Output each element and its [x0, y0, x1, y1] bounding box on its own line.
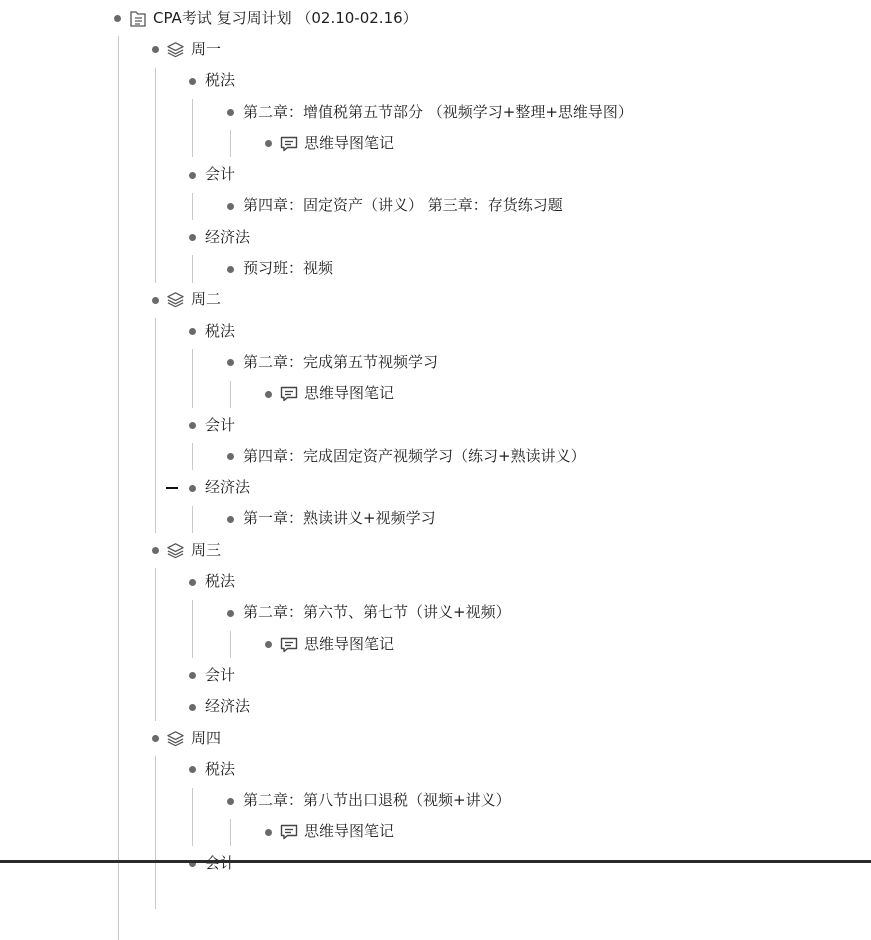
note-item-label: 思维导图笔记	[304, 384, 395, 403]
layers-icon	[166, 541, 184, 559]
bullet-dot[interactable]	[189, 422, 196, 429]
bullet-dot[interactable]	[152, 735, 159, 742]
indent-guide	[155, 568, 156, 721]
bullet-dot[interactable]	[189, 234, 196, 241]
subject-item-label: 税法	[205, 321, 236, 340]
comment-icon	[279, 822, 297, 840]
task-item[interactable]	[0, 504, 871, 535]
task-item[interactable]	[0, 253, 871, 284]
bullet-dot[interactable]	[189, 172, 196, 179]
bullet-dot[interactable]	[227, 610, 234, 617]
layers-icon	[166, 729, 184, 747]
collapse-toggle[interactable]	[166, 487, 178, 489]
subject-item-label: 经济法	[205, 227, 251, 246]
note-item[interactable]	[0, 817, 871, 848]
subject-item[interactable]	[0, 222, 871, 253]
note-item-label: 思维导图笔记	[304, 822, 395, 841]
indent-guide	[155, 68, 156, 283]
indent-guide	[230, 819, 231, 846]
bullet-dot[interactable]	[227, 109, 234, 116]
indent-guide	[155, 318, 156, 533]
outline-root[interactable]	[0, 3, 871, 34]
subject-item-label: 会计	[205, 415, 236, 434]
week-item-label: 周二	[191, 290, 222, 309]
bullet-dot[interactable]	[265, 140, 272, 147]
window-bottom-border	[0, 860, 871, 863]
subject-item[interactable]	[0, 848, 871, 879]
task-item[interactable]	[0, 347, 871, 378]
indent-guide	[118, 36, 119, 940]
bullet-dot[interactable]	[227, 203, 234, 210]
indent-guide	[192, 788, 193, 847]
comment-icon	[279, 134, 297, 152]
bullet-dot[interactable]	[189, 328, 196, 335]
task-item[interactable]	[0, 97, 871, 128]
subject-item-label: 会计	[205, 165, 236, 184]
task-item-label: 第二章：完成第五节视频学习	[243, 352, 439, 371]
subject-item[interactable]	[0, 473, 871, 504]
task-item[interactable]	[0, 598, 871, 629]
indent-guide	[192, 255, 193, 282]
task-item[interactable]	[0, 786, 871, 817]
subject-item[interactable]	[0, 160, 871, 191]
note-item-label: 思维导图笔记	[304, 634, 395, 653]
indent-guide	[192, 443, 193, 470]
subject-item-label: 税法	[205, 759, 236, 778]
indent-guide	[230, 381, 231, 408]
bullet-dot[interactable]	[265, 641, 272, 648]
week-item[interactable]	[0, 34, 871, 65]
week-item[interactable]	[0, 723, 871, 754]
subject-item[interactable]	[0, 410, 871, 441]
layers-icon	[166, 290, 184, 308]
week-item-label: 周一	[191, 39, 222, 58]
indent-guide	[192, 349, 193, 408]
indent-guide	[192, 600, 193, 659]
bullet-dot[interactable]	[114, 15, 121, 22]
note-item[interactable]	[0, 128, 871, 159]
bullet-dot[interactable]	[152, 547, 159, 554]
week-item-label: 周三	[191, 540, 222, 559]
subject-item[interactable]	[0, 692, 871, 723]
bullet-dot[interactable]	[265, 829, 272, 836]
task-item[interactable]	[0, 441, 871, 472]
task-item-label: 预习班：视频	[243, 259, 334, 278]
bullet-dot[interactable]	[189, 78, 196, 85]
bullet-dot[interactable]	[227, 516, 234, 523]
subject-item-label: 经济法	[205, 697, 251, 716]
subject-item-label: 税法	[205, 71, 236, 90]
outline-doc-icon	[128, 9, 146, 27]
subject-item[interactable]	[0, 754, 871, 785]
indent-guide	[192, 506, 193, 533]
week-item[interactable]	[0, 285, 871, 316]
layers-icon	[166, 40, 184, 58]
subject-item-label: 会计	[205, 665, 236, 684]
subject-item[interactable]	[0, 660, 871, 691]
task-item[interactable]	[0, 191, 871, 222]
outline-root-label: CPA考试 复习周计划 （02.10-02.16）	[153, 8, 418, 27]
indent-guide	[230, 130, 231, 157]
task-item-label: 第二章：第六节、第七节（讲义+视频）	[243, 603, 511, 622]
comment-icon	[279, 635, 297, 653]
bullet-dot[interactable]	[152, 46, 159, 53]
note-item-label: 思维导图笔记	[304, 133, 395, 152]
week-item-label: 周四	[191, 728, 222, 747]
bullet-dot[interactable]	[189, 704, 196, 711]
indent-guide	[155, 756, 156, 909]
task-item-label: 第二章：第八节出口退税（视频+讲义）	[243, 791, 511, 810]
comment-icon	[279, 384, 297, 402]
week-item[interactable]	[0, 535, 871, 566]
task-item-label: 第四章：完成固定资产视频学习（练习+熟读讲义）	[243, 446, 586, 465]
note-item[interactable]	[0, 379, 871, 410]
indent-guide	[230, 631, 231, 658]
bullet-dot[interactable]	[227, 359, 234, 366]
bullet-dot[interactable]	[152, 297, 159, 304]
indent-guide	[192, 193, 193, 220]
bullet-dot[interactable]	[227, 798, 234, 805]
bullet-dot[interactable]	[265, 391, 272, 398]
subject-item[interactable]	[0, 566, 871, 597]
note-item[interactable]	[0, 629, 871, 660]
bullet-dot[interactable]	[189, 485, 196, 492]
subject-item[interactable]	[0, 316, 871, 347]
task-item-label: 第四章：固定资产（讲义） 第三章：存货练习题	[243, 196, 563, 215]
bullet-dot[interactable]	[227, 453, 234, 460]
bullet-dot[interactable]	[227, 266, 234, 273]
subject-item[interactable]	[0, 66, 871, 97]
subject-item-label: 税法	[205, 572, 236, 591]
task-item-label: 第二章：增值税第五节部分 （视频学习+整理+思维导图）	[243, 102, 633, 121]
indent-guide	[192, 99, 193, 158]
bullet-dot[interactable]	[189, 672, 196, 679]
task-item-label: 第一章：熟读讲义+视频学习	[243, 509, 436, 528]
subject-item-label: 经济法	[205, 478, 251, 497]
bullet-dot[interactable]	[189, 579, 196, 586]
bullet-dot[interactable]	[189, 766, 196, 773]
